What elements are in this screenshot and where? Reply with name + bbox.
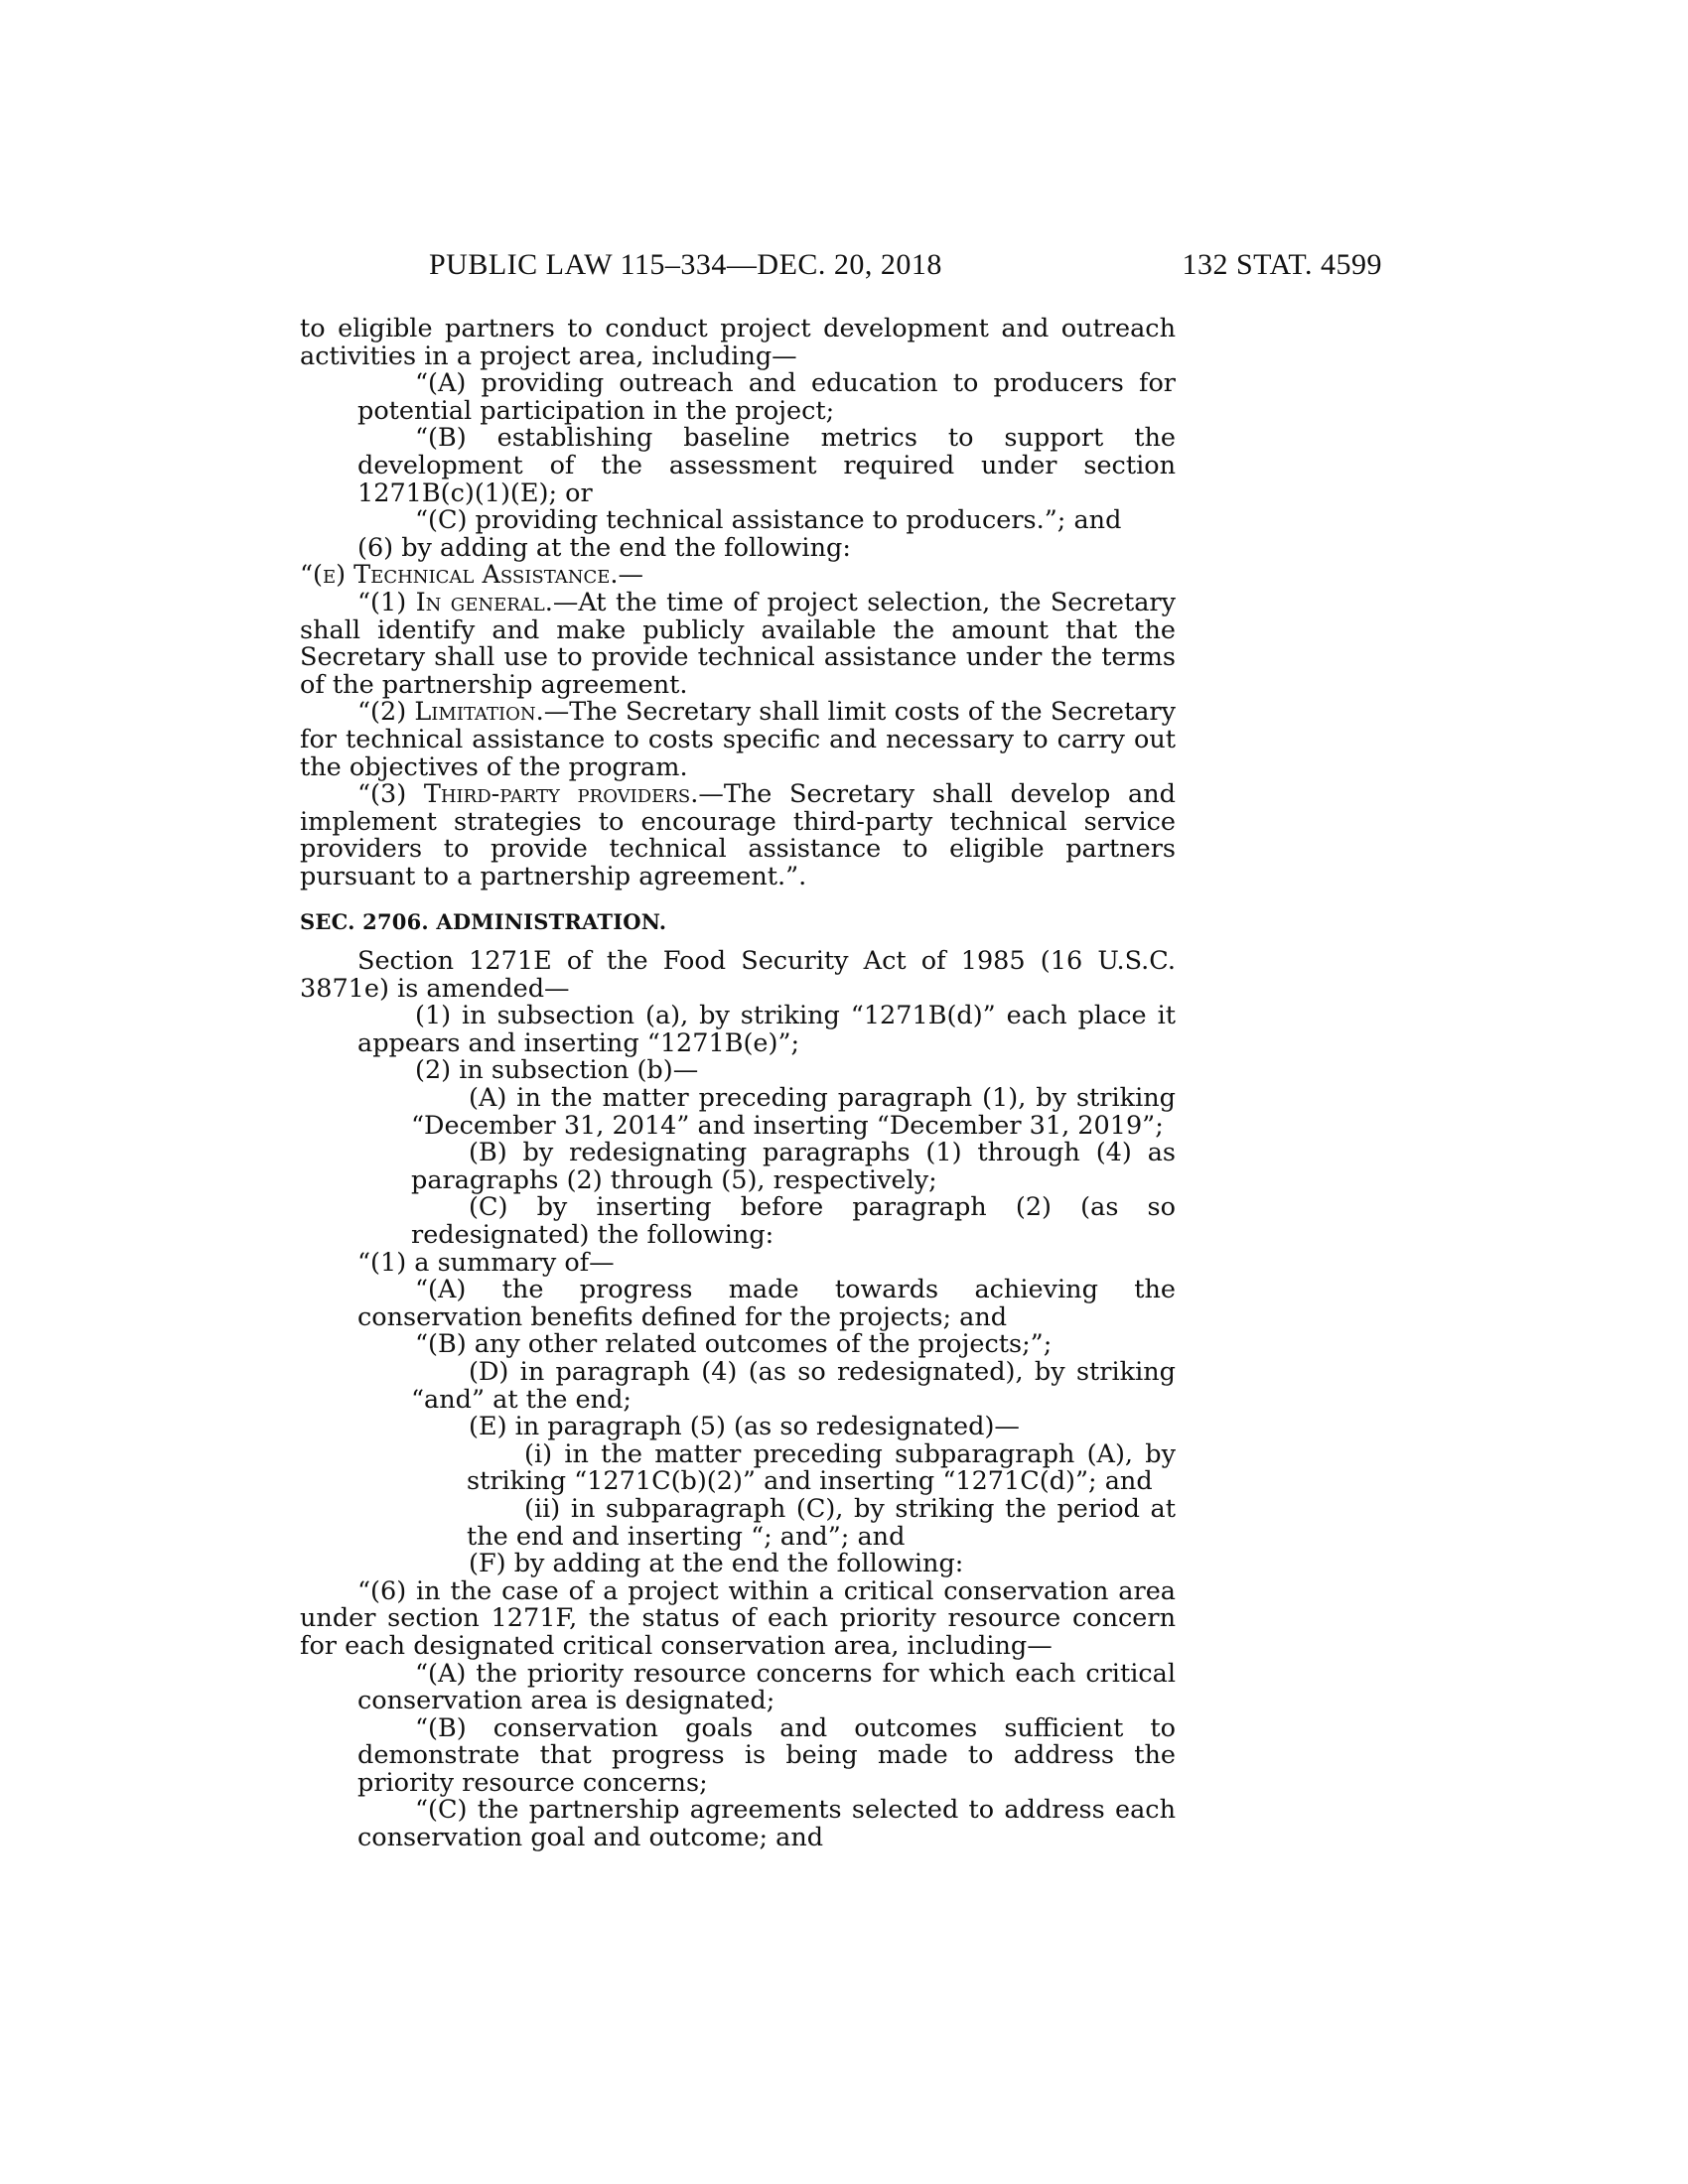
paragraph: “(B) conservation goals and outcomes sufficient to demonstrate that progress is being made to address the priority resource concerns;: [357, 1712, 1176, 1798]
paragraph-heading: “(1) In general.: [357, 587, 553, 617]
paragraph: [300, 699, 1176, 781]
paragraph-text: —The Secretary shall limit costs of the Secretary for technical assistance to costs specific and necessary to carry out the objectives of the program.: [300, 697, 1176, 782]
paragraph: “(B) establishing baseline metrics to support the development of the assessment required under section 1271B(c)(1)(E); or: [357, 423, 1176, 508]
running-header: [429, 248, 1382, 288]
paragraph: (D) in paragraph (4) (as so redesignated), by striking “and” at the end;: [411, 1356, 1176, 1415]
paragraph: (ii) in subparagraph (C), by striking the period at the end and inserting “; and”; and: [467, 1493, 1176, 1552]
paragraph: “(C) the partnership agreements selected to address each conservation goal and outcome; and: [357, 1795, 1176, 1853]
section-heading: SEC. 2706. ADMINISTRATION.: [300, 909, 667, 935]
header-page-number: 132 STAT. 4599: [1182, 248, 1382, 281]
paragraph: “(A) the priority resource concerns for which each critical conservation area is designated;: [357, 1658, 1176, 1716]
paragraph: to eligible partners to conduct project development and outreach activities in a project area, including—: [300, 314, 1176, 371]
paragraph: (6) by adding at the end the following:: [357, 532, 851, 563]
paragraph: “(6) in the case of a project within a critical conservation area under section 1271F, the status of each priority resource concern for each designated critical conservation area, including—: [300, 1575, 1176, 1661]
paragraph: (C) by inserting before paragraph (2) (as so redesignated) the following:: [411, 1192, 1176, 1250]
statute-body: [300, 316, 1176, 1852]
paragraph: Section 1271E of the Food Security Act of 1985 (16 U.S.C. 3871e) is amended—: [300, 946, 1176, 1004]
paragraph: “(A) the progress made towards achieving the conservation benefits defined for the projects; and: [357, 1275, 1176, 1332]
paragraph: “(A) providing outreach and education to producers for potential participation in the project;: [357, 368, 1176, 426]
subsection-heading: “(e) Technical Assistance.—: [300, 560, 643, 591]
paragraph: (E) in paragraph (5) (as so redesignated)—: [469, 1412, 1020, 1442]
paragraph: [300, 781, 1176, 890]
paragraph: (2) in subsection (b)—: [415, 1055, 699, 1086]
paragraph: [300, 587, 1176, 700]
paragraph: (F) by adding at the end the following:: [469, 1549, 964, 1579]
paragraph: “(C) providing technical assistance to producers.”; and: [415, 505, 1122, 536]
paragraph-heading: “(3) Third-party providers.: [357, 779, 699, 810]
paragraph-heading: “(2) Limitation.: [357, 697, 544, 728]
paragraph-text: —At the time of project selection, the Secretary shall identify and make publicly available the amount that the Secretary shall use to provide technical assistance under the terms of the partnership agreement.: [300, 587, 1176, 700]
paragraph-text: —The Secretary shall develop and implement strategies to encourage third-party technical service providers to provide technical assistance to eligible partners pursuant to a partnership agreement.”.: [300, 779, 1176, 891]
paragraph: (B) by redesignating paragraphs (1) through (4) as paragraphs (2) through (5), respectively;: [411, 1138, 1176, 1195]
paragraph: “(1) a summary of—: [357, 1247, 615, 1278]
paragraph: “(B) any other related outcomes of the projects;”;: [415, 1329, 1053, 1360]
paragraph: (A) in the matter preceding paragraph (1), by striking “December 31, 2014” and inserting “December 31, 2019”;: [411, 1083, 1176, 1141]
paragraph: (1) in subsection (a), by striking “1271B(d)” each place it appears and inserting “1271B(e)”;: [357, 1001, 1176, 1058]
paragraph: (i) in the matter preceding subparagraph (A), by striking “1271C(b)(2)” and inserting “1271C(d)”; and: [467, 1438, 1176, 1497]
header-citation: PUBLIC LAW 115–334—DEC. 20, 2018: [429, 248, 942, 281]
